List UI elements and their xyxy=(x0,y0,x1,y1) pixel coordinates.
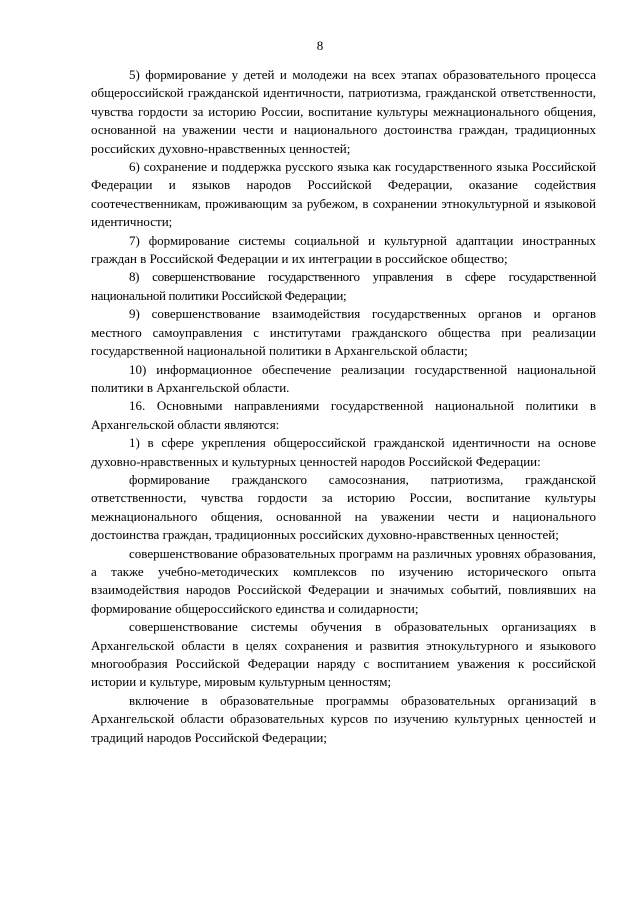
paragraph-item-8: 8) совершенствование государственного управления в сфере государственной национальной политики Российской Федерации; xyxy=(91,269,596,303)
paragraph-education-system: совершенствование системы обучения в образовательных организациях в Архангельской области в целях сохранения и развития этнокультурного и языкового многообразия Российской Федерации наряду с воспитанием уважения к российской истории и культуре, мировым культурным ценностям; xyxy=(91,619,596,690)
paragraph-section-16: 16. Основными направлениями государственной национальной политики в Архангельской области являются: xyxy=(91,398,596,432)
paragraph-educational-programs: совершенствование образовательных программ на различных уровнях образования, а также учебно-методических комплексов по изучению исторического опыта взаимодействия народов Российской Федерации и значимых событий, повлиявших на формирование общероссийского единства и солидарности; xyxy=(91,545,596,616)
paragraph-item-9: 9) совершенствование взаимодействия государственных органов и органов местного самоуправления с институтами гражданского общества при реализации государственной национальной политики в Архангельской области; xyxy=(91,306,596,359)
paragraph-item-6: 6) сохранение и поддержка русского языка как государственного языка Российской Федерации и языков народов Российской Федерации, оказание содействия соотечественникам, проживающим за рубежом, в сохранении этнокультурной и языковой идентичности; xyxy=(91,159,596,230)
document-body xyxy=(91,66,596,747)
paragraph-item-7: 7) формирование системы социальной и культурной адаптации иностранных граждан в Российской Федерации и их интеграции в российское общество; xyxy=(91,232,596,267)
paragraph-subitem-1: 1) в сфере укрепления общероссийской гражданской идентичности на основе духовно-нравственных и культурных ценностей народов Российской Федерации: xyxy=(91,435,596,469)
page-number: 8 xyxy=(316,38,324,53)
paragraph-civic-consciousness: формирование гражданского самосознания, патриотизма, гражданской ответственности, чувства гордости за историю России, воспитание культуры межнационального общения, основанной на уважении чести и национального достоинства граждан, традиционных российских духовно-нравственных ценностей; xyxy=(91,471,596,543)
paragraph-item-5: 5) формирование у детей и молодежи на всех этапах образовательного процесса общероссийской гражданской идентичности, патриотизма, гражданской ответственности, чувства гордости за историю России, воспитание культуры межнационального общения, основанной на уважении чести и национального достоинства граждан, традиционных российских духовно-нравственных ценностей; xyxy=(91,67,596,156)
paragraph-item-10: 10) информационное обеспечение реализации государственной национальной политики в Архангельской области. xyxy=(91,361,596,395)
paragraph-courses-inclusion: включение в образовательные программы образовательных организаций в Архангельской области образовательных курсов по изучению культурных ценностей и традиций народов Российской Федерации; xyxy=(91,692,596,745)
